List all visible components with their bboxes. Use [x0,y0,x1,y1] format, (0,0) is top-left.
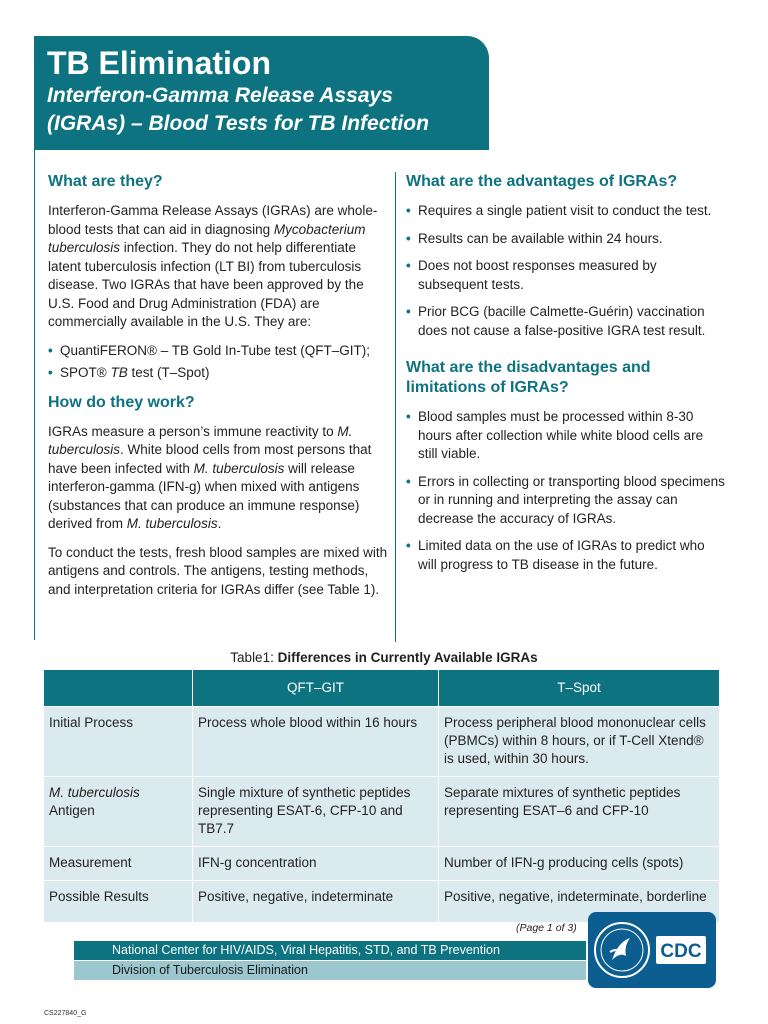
bullet-icon: • [406,304,411,319]
table-row [44,777,720,847]
column-divider [395,172,396,642]
list-item [406,473,726,529]
title-block [47,44,487,138]
right-column [406,172,726,584]
text-run: SPOT® [60,365,111,380]
cdc-logo-text: CDC [660,941,702,962]
table-cell: Initial Process [44,707,193,777]
bullet-icon: • [406,258,411,273]
caption-prefix: Table1: [230,650,278,665]
how-paragraph-1 [48,423,388,534]
footer-center-bar: National Center for HIV/AIDS, Viral Hepatitis, STD, and TB Prevention [74,941,586,960]
page-number: (Page 1 of 3) [516,922,577,934]
list-item [48,364,388,383]
list-item [406,202,726,221]
table-row [44,847,720,881]
bullet-icon: • [406,203,411,218]
left-rule [34,150,35,640]
left-column [48,172,388,609]
table-header-cell: T–Spot [439,670,720,707]
page-subtitle-line2: (IGRAs) – Blood Tests for TB Infection [47,112,429,135]
list-item-text: Limited data on the use of IGRAs to predict who will progress to TB disease in the future. [418,538,705,572]
table-caption [44,650,724,665]
text-run: infection. They do not help differentiate latent tuberculosis infection (LT BI) from tuberculosis disease. Two IGRAs that have been approved by the U.S. Food and Drug Administration (FDA) are commercially available in the U.S. They are: [48,240,364,329]
table-cell [44,777,193,847]
page-title: TB Elimination [47,45,271,81]
disadvantages-list [406,408,726,574]
list-item [406,408,726,464]
table-header-row [44,670,720,707]
italic-text: TB [110,365,128,380]
advantages-heading: What are the advantages of IGRAs? [406,173,678,190]
table-cell: Possible Results [44,881,193,923]
footer-division-bar: Division of Tuberculosis Elimination [74,961,586,980]
list-item-text: Blood samples must be processed within 8-30 hours after collection while white blood cells are still viable. [418,409,704,461]
table-cell: Process peripheral blood mononuclear cells (PBMCs) within 8 hours, or if T-Cell Xtend® is used, within 30 hours. [439,707,720,777]
table-header-cell: QFT–GIT [193,670,439,707]
what-heading: What are they? [48,173,163,190]
italic-text: Mycobacterium tuberculosis [48,221,366,255]
text-run: . [217,516,222,531]
bullet-icon: • [406,538,411,553]
text-run: Interferon-Gamma Release Assays (IGRAs) are whole-blood tests that can aid in diagnosing [48,203,378,237]
advantages-list [406,202,726,340]
disadvantages-heading: What are the disadvantages and limitations of IGRAs? [406,359,651,396]
bullet-icon: • [48,342,53,358]
table-cell: Single mixture of synthetic peptides representing ESAT-6, CFP-10 and TB7.7 [193,777,439,847]
list-item [48,342,388,361]
list-item-text: Does not boost responses measured by subsequent tests. [418,258,657,292]
test-list [48,342,388,383]
list-item-text: Results can be available within 24 hours. [418,230,663,246]
caption-title: Differences in Currently Available IGRAs [277,650,538,665]
text-run: Antigen [49,803,95,818]
table-cell: Process whole blood within 16 hours [193,707,439,777]
italic-text: M. tuberculosis [49,785,140,800]
bullet-icon: • [48,365,53,380]
bullet-icon: • [406,230,411,246]
italic-text: M. tuberculosis [48,423,353,457]
cdc-logo-icon [588,912,716,988]
cdc-logo [588,912,716,988]
list-item [406,230,726,249]
italic-text: M. tuberculosis [193,460,285,476]
table-cell: Number of IFN-g producing cells (spots) [439,847,720,881]
text-run: test (T–Spot) [127,365,210,380]
list-item-text: Prior BCG (bacille Calmette-Guérin) vaccination does not cause a false-positive IGRA test result. [418,304,706,338]
list-item-text: Requires a single patient visit to conduct the test. [418,203,712,218]
list-item-text: Errors in collecting or transporting blood specimens or in running and interpreting the assay can decrease the accuracy of IGRAs. [418,473,725,526]
list-item [406,257,726,294]
text-run: will release interferon-gamma (IFN-g) when mixed with antigens (substances that can produce an immune response) derived from [48,460,360,531]
table-cell: Measurement [44,847,193,881]
bullet-icon: • [406,473,411,489]
table-row [44,707,720,777]
bullet-icon: • [406,409,411,424]
how-heading: How do they work? [48,393,195,411]
table-cell: Separate mixtures of synthetic peptides representing ESAT–6 and CFP-10 [439,777,720,847]
text-run: . White blood cells from most persons that have been infected with [48,442,372,476]
igra-table [44,670,720,922]
page-subtitle-line1: Interferon-Gamma Release Assays [47,84,393,107]
italic-text: M. tuberculosis [126,516,218,531]
list-item [406,537,726,574]
what-paragraph [48,202,388,332]
table-header-cell [44,670,193,707]
list-item-text: QuantiFERON® – TB Gold In-Tube test (QFT–GIT); [60,342,371,358]
how-paragraph-2: To conduct the tests, fresh blood samples are mixed with antigens and controls. The antigens, testing methods, and interpretation criteria for IGRAs differ (see Table 1). [48,544,388,597]
text-run: IGRAs measure a person’s immune reactivity to [48,423,338,439]
list-item [406,303,726,340]
table-cell: IFN-g concentration [193,847,439,881]
table-cell: Positive, negative, indeterminate [193,881,439,923]
table-cell: Positive, negative, indeterminate, borderline [439,881,720,923]
document-code: CS227840_G [44,1010,87,1017]
